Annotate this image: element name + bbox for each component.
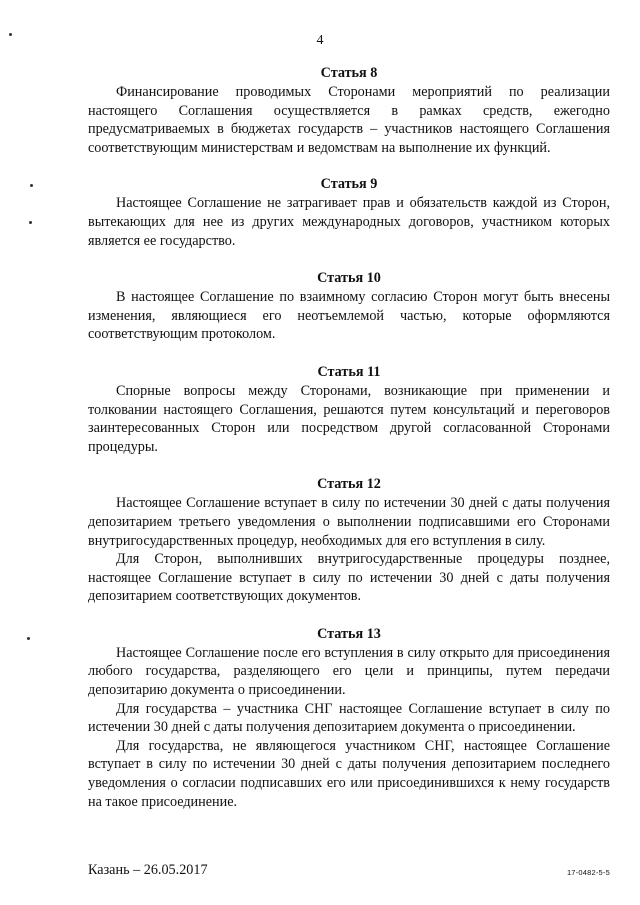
footer-doc-code: 17-0482-5-5 <box>566 868 610 877</box>
article-paragraph: Для государства – участника СНГ настоящее Соглашение вступает в силу по истечении 30 дней с даты получения депозитарием документа о присоединении. <box>88 700 610 736</box>
article-title: Статья 12 <box>317 476 381 493</box>
article-title: Статья 11 <box>317 363 381 380</box>
article-11 <box>88 363 610 456</box>
scan-mark <box>30 184 33 187</box>
article-paragraph: Настоящее Соглашение после его вступления в силу открыто для присоединения любого государства, разделяющего его цели и принципы, путем передачи депозитарию документа о присоединении. <box>88 644 610 699</box>
article-10 <box>88 269 610 344</box>
article-paragraph: Настоящее Соглашение не затрагивает прав и обязательств каждой из Сторон, вытекающих для нее из других международных договоров, участником которых является ее государство. <box>88 195 610 249</box>
footer-place-date: Казань – 26.05.2017 <box>88 862 208 878</box>
article-paragraph: Настоящее Соглашение вступает в силу по истечении 30 дней с даты получения депозитарием третьего уведомления о выполнении подписавшими его Сторонами внутригосударственных процедур, необходимых для его вступления в силу. <box>88 495 610 549</box>
scan-mark <box>27 637 30 640</box>
article-paragraph: Для государства, не являющегося участником СНГ, настоящее Соглашение вступает в силу по истечении 30 дней с даты получения депозитарием последнего уведомления о согласии подписавших его или присоединившихся к нему государств на такое присоединение. <box>88 737 610 810</box>
article-paragraph: Финансирование проводимых Сторонами мероприятий по реализации настоящего Соглашения осуществляется в рамках средств, ежегодно предусматриваемых в бюджетах государств – участников настоящего Соглашения соответствующим министерствам и ведомствам на выполнение их функций. <box>88 84 610 156</box>
page-number: 4 <box>316 33 324 48</box>
article-13 <box>88 625 610 811</box>
article-title: Статья 13 <box>317 625 381 642</box>
article-8 <box>88 64 610 157</box>
scan-mark <box>9 33 12 36</box>
article-title: Статья 10 <box>317 270 381 287</box>
article-paragraph: Спорные вопросы между Сторонами, возникающие при применении и толковании настоящего Соглашения, решаются путем консультаций и переговоров заинтересованных Сторон или посредством другой согласованной Сторонами процедуры. <box>88 382 610 455</box>
document-body <box>88 64 610 811</box>
article-paragraph: Для Сторон, выполнивших внутригосударственные процедуры позднее, настоящее Соглашение вступает в силу по истечении 30 дней с даты получения депозитарием соответствующих документов. <box>88 551 610 605</box>
article-title: Статья 9 <box>320 176 378 193</box>
article-title: Статья 8 <box>320 65 378 81</box>
article-paragraph: В настоящее Соглашение по взаимному согласию Сторон могут быть внесены изменения, являющиеся его неотъемлемой частью, которые оформляются соответствующим протоколом. <box>88 289 610 343</box>
article-9 <box>88 175 610 250</box>
article-12 <box>88 475 610 606</box>
scan-mark <box>29 221 32 224</box>
